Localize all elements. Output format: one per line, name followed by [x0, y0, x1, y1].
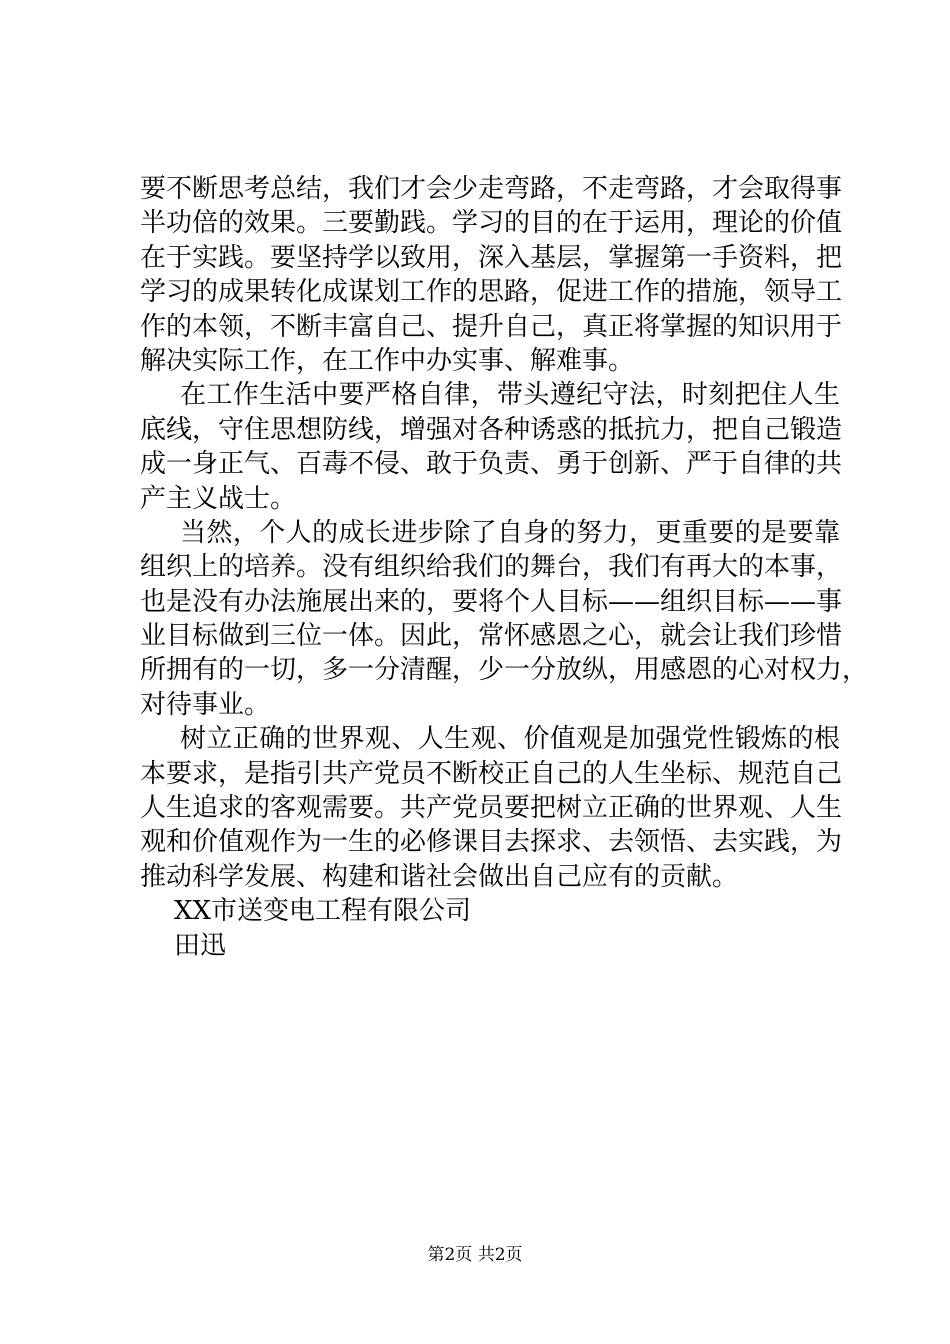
text-line: 也是没有办法施展出来的，要将个人目标——组织目标——事 [140, 586, 843, 617]
signature-name: 田迅 [174, 930, 227, 961]
text-line: 树立正确的世界观、人生观、价值观是加强党性锻炼的根 [180, 724, 840, 755]
text-line: 在工作生活中要严格自律，带头遵纪守法，时刻把住人生 [180, 380, 840, 411]
text-line: 业目标做到三位一体。因此，常怀感恩之心，就会让我们珍惜 [140, 621, 843, 652]
text-line: 在于实践。要坚持学以致用，深入基层，掌握第一手资料，把 [140, 242, 843, 273]
text-line: 学习的成果转化成谋划工作的思路，促进工作的措施，领导工 [140, 277, 843, 308]
text-line: 底线，守住思想防线，增强对各种诱惑的抵抗力，把自己锻造 [140, 414, 843, 445]
page-footer [0, 1240, 950, 1265]
text-line: 人生追求的客观需要。共产党员要把树立正确的世界观、人生 [140, 793, 843, 824]
text-line: 产主义战士。 [140, 483, 297, 514]
paragraph-2 [140, 378, 843, 516]
text-line: 半功倍的效果。三要勤践。学习的目的在于运用，理论的价值 [140, 208, 843, 239]
text-line: 解决实际工作，在工作中办实事、解难事。 [140, 345, 635, 376]
paragraph-3 [140, 516, 869, 722]
text-line: 当然，个人的成长进步除了自身的努力，更重要的是要靠 [180, 517, 840, 548]
text-line: 组织上的培养。没有组织给我们的舞台，我们有再大的本事， [140, 552, 843, 583]
text-line: 本要求，是指引共产党员不断校正自己的人生坐标、规范自己 [140, 758, 843, 789]
text-line: 要不断思考总结，我们才会少走弯路，不走弯路，才会取得事 [140, 174, 843, 204]
text-line: 所拥有的一切，多一分清醒，少一分放纵，用感恩的心对权力， [140, 655, 869, 686]
page-number-label: 第2页 共2页 [427, 1245, 523, 1265]
text-line: 观和价值观作为一生的必修课目去探求、去领悟、去实践，为 [140, 827, 843, 858]
paragraph-4 [140, 722, 843, 894]
signature-block [140, 894, 840, 963]
paragraph-1 [140, 172, 843, 378]
document-body [140, 172, 869, 963]
text-line: 作的本领，不断丰富自己、提升自己，真正将掌握的知识用于 [140, 311, 843, 342]
signature-company: XX市送变电工程有限公司 [174, 896, 472, 927]
text-line: 推动科学发展、构建和谐社会做出自己应有的贡献。 [140, 861, 739, 892]
text-line: 对待事业。 [140, 689, 271, 720]
text-line: 成一身正气、百毒不侵、敢于负责、勇于创新、严于自律的共 [140, 449, 843, 480]
